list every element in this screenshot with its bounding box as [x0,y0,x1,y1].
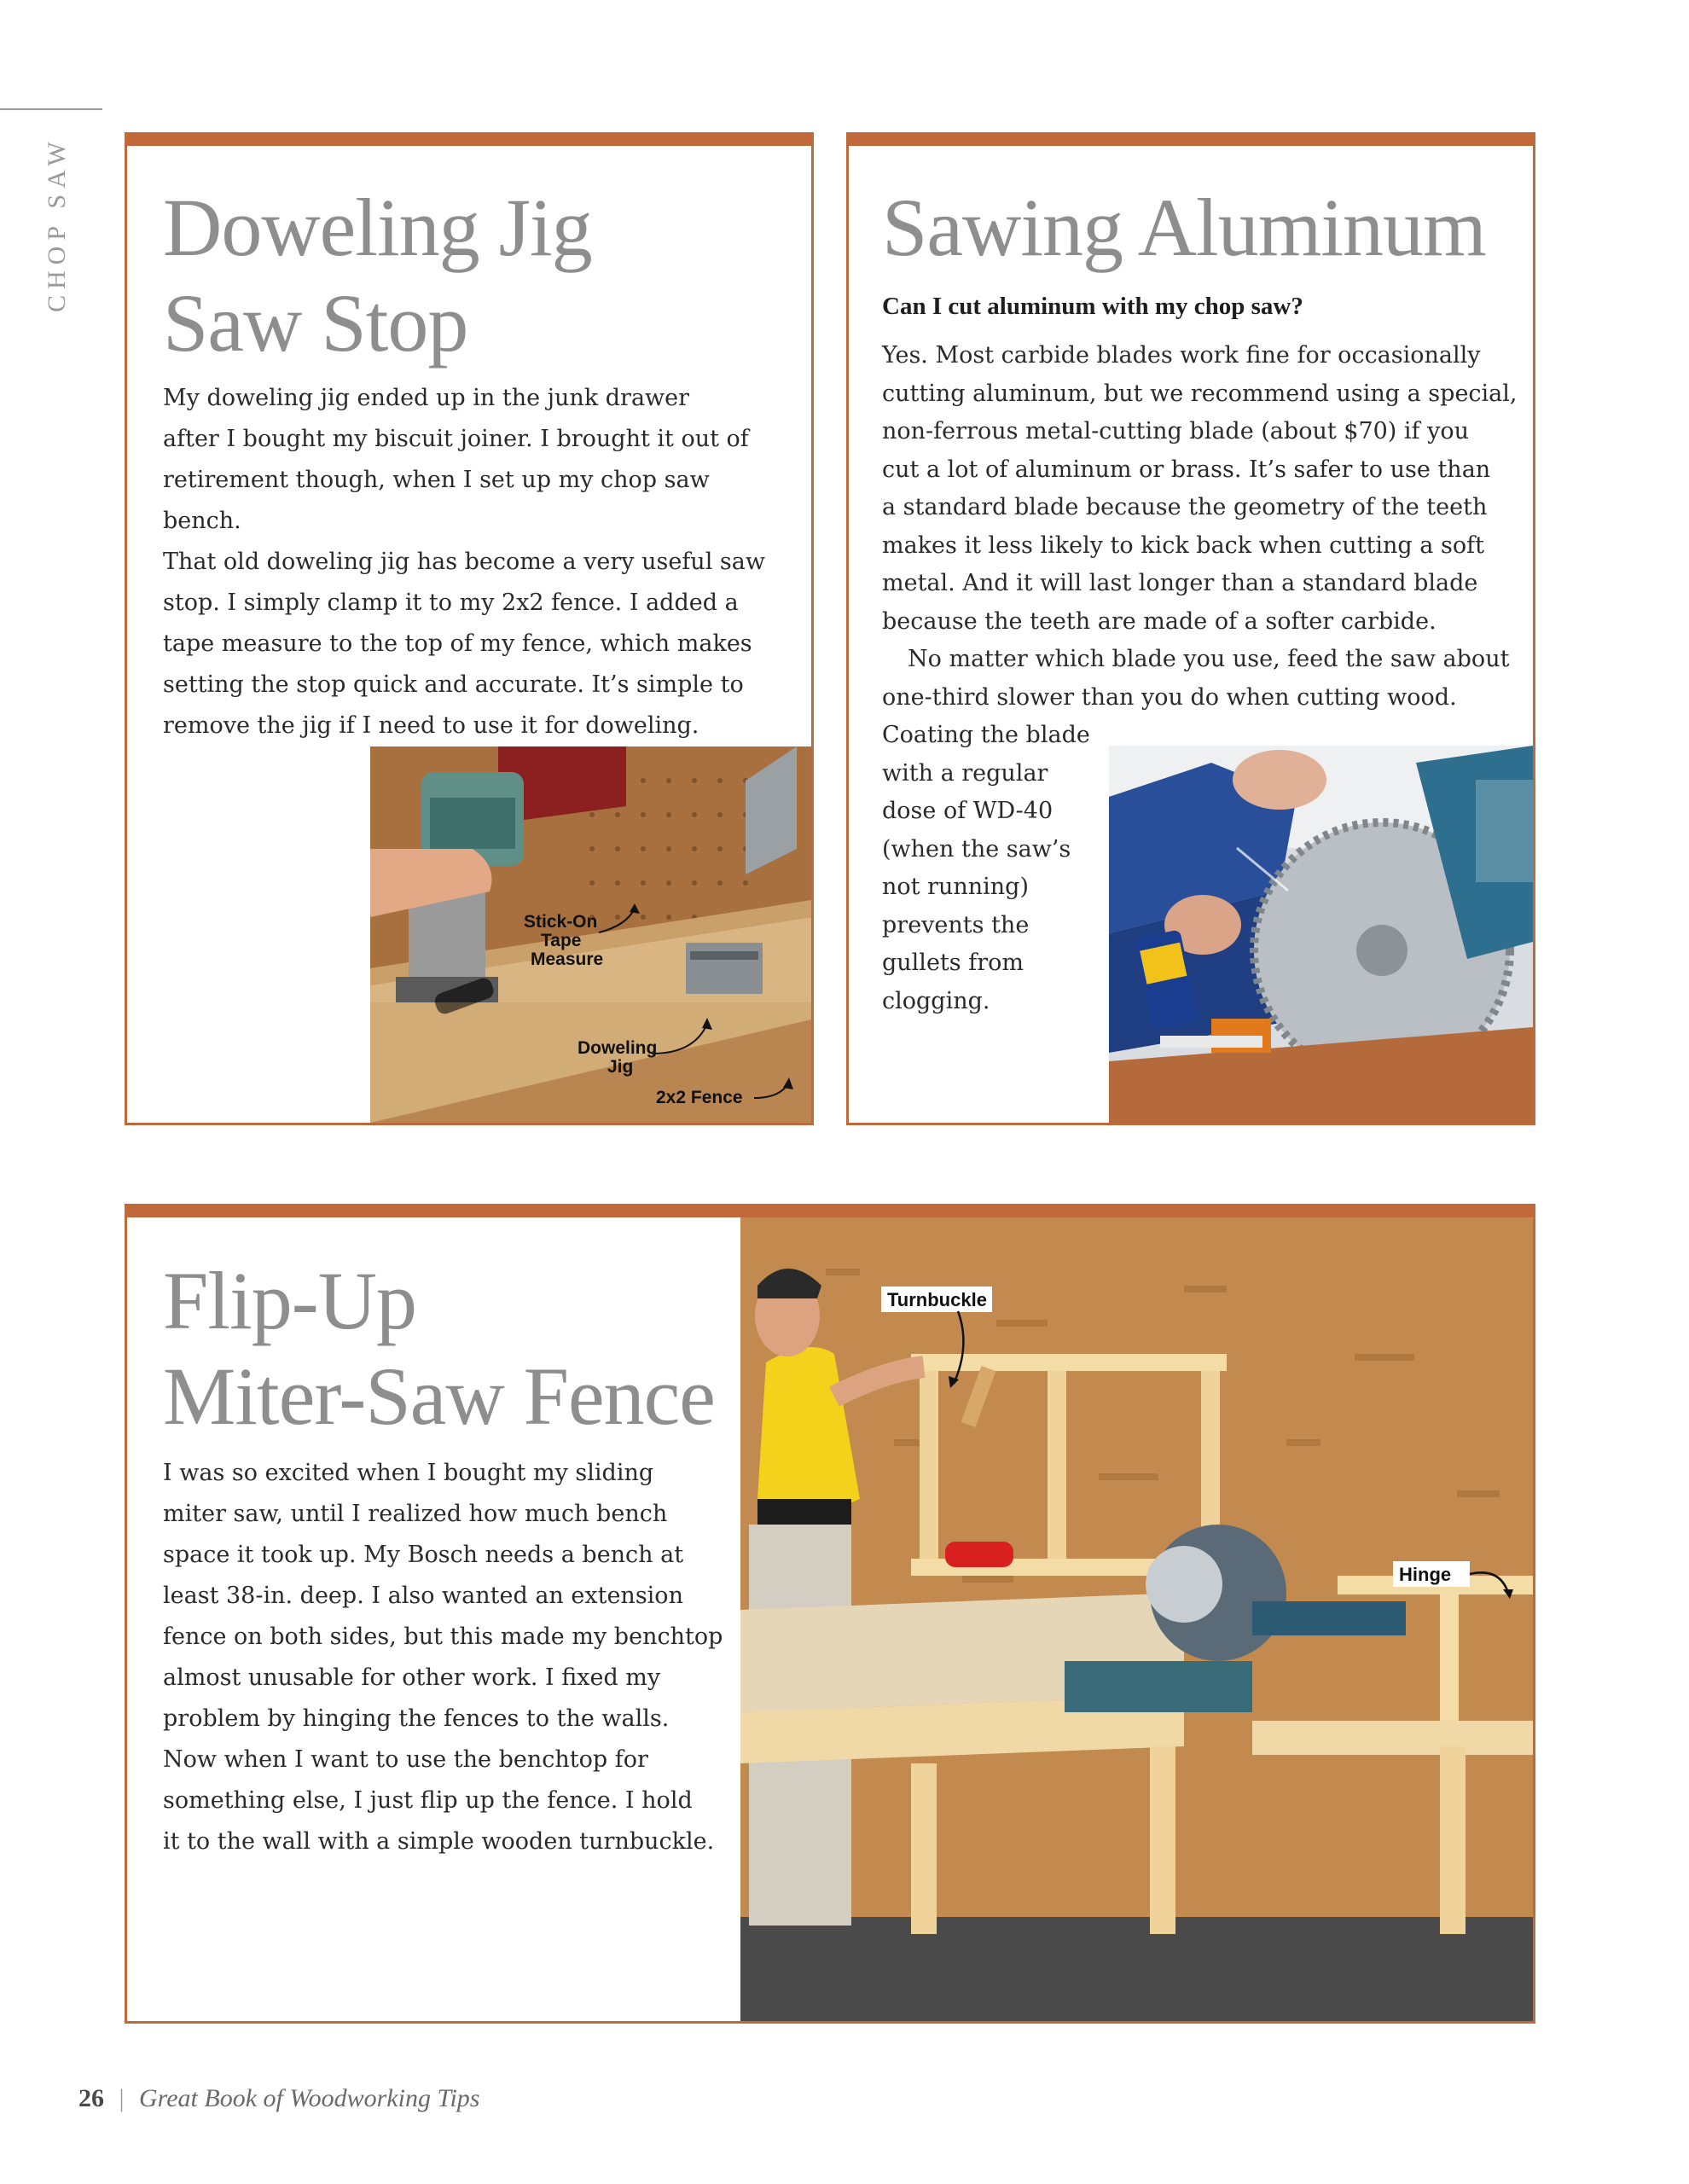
body-line: No matter which blade you use, feed the saw about [908,646,1510,672]
body-line: stop. I simply clamp it to my 2x2 fence. I added a [163,590,739,616]
body-line: makes it less likely to kick back when cutting a soft [882,531,1484,559]
page-footer [78,2084,479,2113]
panel-title [163,1253,715,1444]
flip-up-fence-photo [740,1217,1535,2021]
panel-body-wrap [882,717,1095,1020]
body-line: retirement though, when I set up my chop saw bench. [163,467,710,534]
body-line: space it took up. My Bosch needs a bench at [163,1542,684,1568]
body-line: remove the jig if I need to use it for doweling. [163,712,699,739]
page-number: 26 [78,2084,104,2112]
body-line: with a regular [882,759,1048,787]
body-line: My doweling jig ended up in the junk drawer [163,385,690,411]
body-line: not running) [882,874,1029,900]
callout-tape-line-1: Stick-On [524,912,598,932]
body-line: Now when I want to use the benchtop for [163,1746,648,1773]
body-line: clogging. [882,987,990,1014]
body-line: after I bought my biscuit joiner. I brought it out of [163,426,749,452]
body-line: miter saw, until I realized how much bench [163,1501,668,1527]
body-line: Coating the blade [882,722,1090,748]
body-line: one-third slower than you do when cutting wood. [882,683,1457,711]
callout-hinge: Hinge [1399,1564,1452,1585]
footer-separator: | [119,2084,125,2112]
body-line: cutting aluminum, but we recommend using a special, [882,380,1518,407]
title-line-2: Saw Stop [163,277,468,369]
body-line: something else, I just flip up the fence. I hold [163,1787,693,1814]
body-line: setting the stop quick and accurate. It’s simple to [163,671,744,698]
tip-panel-flip-up-fence [125,1204,1535,2024]
body-line: (when the saw’s [882,835,1071,863]
body-line: problem by hinging the fences to the walls. [163,1705,670,1732]
question-heading: Can I cut aluminum with my chop saw? [882,293,1303,320]
body-line: non-ferrous metal-cutting blade (about $70) if you [882,418,1470,444]
callout-tape-line-2: Tape [541,931,582,950]
book-title: Great Book of Woodworking Tips [139,2084,480,2112]
body-line: gullets from [882,950,1024,976]
body-line: fence on both sides, but this made my benchtop [163,1623,723,1650]
body-line: a standard blade because the geometry of the teeth [882,494,1488,520]
panel-title [163,180,592,371]
title-line-1: Flip-Up [163,1255,417,1346]
body-line: metal. And it will last longer than a standard blade [882,570,1478,596]
panel-title: Sawing Aluminum [882,182,1486,273]
callout-tape-line-3: Measure [531,950,604,969]
tip-panel-doweling-jig [125,132,814,1125]
title-line-2: Miter-Saw Fence [163,1350,715,1442]
body-line: because the teeth are made of a softer carbide. [882,607,1437,635]
body-line: prevents the [882,911,1030,938]
panel-body [882,337,1522,717]
body-line: almost unusable for other work. I fixed my [163,1664,661,1691]
title-line-1: Doweling Jig [163,182,592,273]
callout-turnbuckle: Turnbuckle [887,1289,987,1310]
body-line: That old doweling jig has become a very useful saw [163,549,765,575]
callout-fence: 2x2 Fence [656,1088,743,1107]
body-line: I was so excited when I bought my sliding [163,1460,654,1486]
body-line: dose of WD-40 [882,798,1053,824]
panel-body [163,1453,743,1862]
body-line: tape measure to the top of my fence, which makes [163,630,752,657]
callout-jig-line-1: Doweling [578,1038,658,1058]
tip-panel-sawing-aluminum [846,132,1535,1125]
section-tab: CHOP SAW [43,136,71,312]
body-line: it to the wall with a simple wooden turnbuckle. [163,1828,715,1855]
doweling-jig-photo [370,746,811,1123]
side-rule [0,108,102,110]
body-line: least 38-in. deep. I also wanted an extension [163,1583,683,1609]
panel-body [163,378,794,746]
callout-jig-line-2: Jig [607,1057,634,1077]
body-line: Yes. Most carbide blades work fine for occasionally [882,342,1481,369]
body-line: cut a lot of aluminum or brass. It’s safer to use than [882,456,1491,483]
aluminum-cutting-photo [1109,746,1533,1123]
